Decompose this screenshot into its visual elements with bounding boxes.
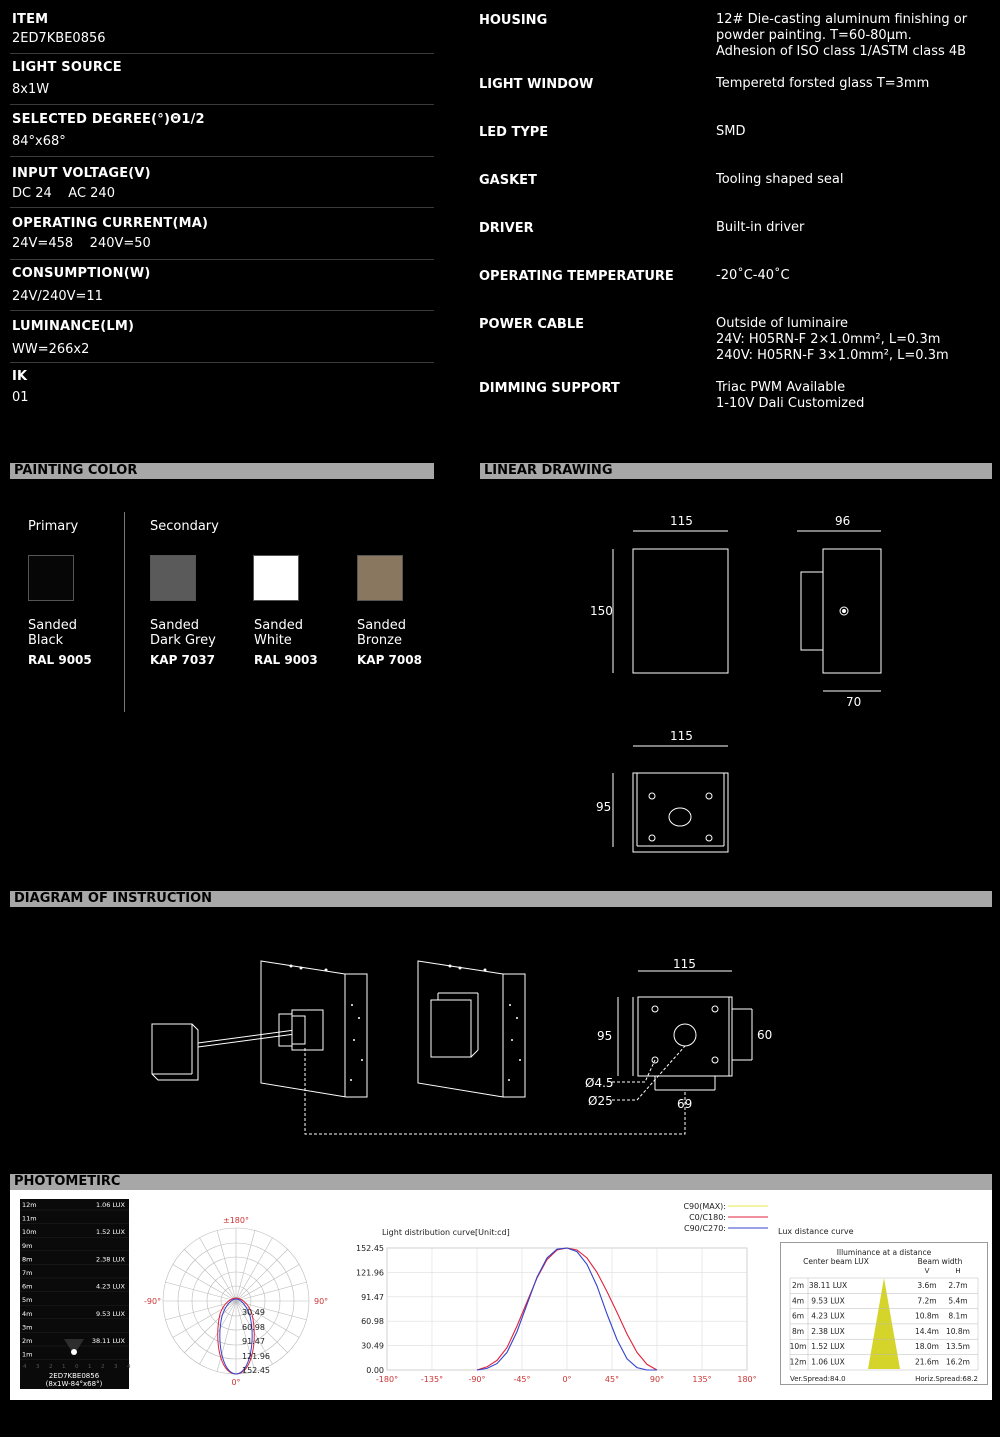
cable-hole-icon — [674, 1024, 696, 1046]
value-line: 1-10V Dali Customized — [716, 396, 865, 411]
x-tick-label: -135° — [420, 1375, 444, 1384]
lux-table-cell: 21.6m — [914, 1357, 940, 1367]
lux-table-cell: 7.2m — [917, 1296, 937, 1306]
lux-distance-label: 2m — [22, 1337, 33, 1345]
lux-table-cell: 10m — [789, 1342, 807, 1352]
lux-caption-1: 2ED7KBE0856 — [48, 1372, 100, 1380]
divider — [124, 512, 125, 712]
spec-value-gasket — [716, 172, 843, 188]
lux-distance-label: 8m — [22, 1255, 33, 1264]
lux-table-cell: 4m — [791, 1296, 805, 1306]
x-tick-label: -90° — [468, 1375, 486, 1384]
lux-value-label: 2.38 LUX — [95, 1255, 125, 1264]
spec-label-operating-temperature: OPERATING TEMPERATURE — [479, 269, 674, 284]
instruction-diagram — [140, 950, 790, 1145]
dim-w: 115 — [673, 957, 696, 971]
spec-value-item: 2ED7KBE0856 — [12, 31, 106, 46]
divider — [10, 310, 434, 311]
y-tick-label: 60.98 — [361, 1317, 384, 1327]
lux-distance-label: 5m — [22, 1296, 33, 1305]
lux-x-tick: 2 — [101, 1364, 105, 1370]
polar-ring-label: 91.47 — [242, 1337, 265, 1346]
lux-x-tick: 3 — [114, 1364, 118, 1370]
lux-distance-label: 7m — [22, 1269, 33, 1277]
screw-hole-icon — [712, 1006, 718, 1012]
lux-table-head3: Beam width — [917, 1257, 963, 1266]
polar-label-top: ±180° — [223, 1216, 249, 1225]
dim-side-w: 96 — [835, 514, 851, 528]
x-tick-label: -180° — [375, 1375, 399, 1384]
lux-table-cell: 38.11 LUX — [808, 1281, 848, 1290]
spec-value-operating-temperature — [716, 268, 790, 284]
cable-hole-icon — [669, 808, 691, 826]
spec-label-gasket: GASKET — [479, 173, 537, 188]
divider — [10, 362, 434, 363]
section-painting-color: PAINTING COLOR — [10, 463, 434, 479]
swatch-code: KAP 7008 — [357, 653, 422, 667]
lux-table-cell: 2.38 LUX — [811, 1326, 845, 1336]
screw-hole-icon — [712, 1057, 718, 1063]
color-swatch-black[interactable] — [28, 555, 74, 601]
polar-label-left: -90° — [144, 1297, 162, 1306]
divider — [10, 104, 434, 105]
spec-label-driver: DRIVER — [479, 221, 534, 236]
lux-distance-label: 10m — [22, 1228, 37, 1237]
dim-cable: Ø25 — [588, 1094, 613, 1108]
spec-label-degree: SELECTED DEGREE(°)Θ1/2 — [12, 112, 205, 127]
y-tick-label: 30.49 — [361, 1341, 384, 1351]
value-line: 240V: H05RN-F 3×1.0mm², L=0.3m — [716, 348, 949, 363]
swatch-code: KAP 7037 — [150, 653, 215, 667]
dim-hole-spacing-h: 69 — [677, 1097, 693, 1111]
lux-table-cell: 13.5m — [945, 1342, 971, 1352]
value-line: 12# Die-casting aluminum finishing or — [716, 12, 968, 27]
polar-spoke — [236, 1230, 255, 1301]
color-swatch-bronze[interactable] — [357, 555, 403, 601]
spec-label-power-cable: POWER CABLE — [479, 317, 585, 332]
lux-distance-label: 4m — [22, 1309, 33, 1318]
dim-front-h: 150 — [590, 604, 613, 618]
lux-value-label: 9.53 LUX — [95, 1309, 125, 1318]
x-tick-label: 45° — [604, 1375, 620, 1384]
screw-hole-icon — [652, 1006, 658, 1012]
polar-ring-label: 30.49 — [242, 1308, 265, 1317]
spec-value-luminance: WW=266x2 — [12, 342, 90, 357]
color-swatch-dark-grey[interactable] — [150, 555, 196, 601]
lux-x-tick: 2 — [49, 1364, 53, 1370]
dim-side-d: 70 — [846, 695, 862, 709]
front-view — [633, 549, 728, 673]
lux-distance-label: 11m — [22, 1214, 37, 1223]
driver-box — [152, 1024, 198, 1080]
lux-x-tick: 4 — [23, 1364, 27, 1370]
polar-ring-label: 60.98 — [242, 1323, 265, 1332]
polar-spoke — [165, 1282, 236, 1301]
lux-table-cell: 8.1m — [948, 1311, 968, 1321]
value-line: Triac PWM Available — [716, 380, 846, 395]
top-view — [633, 773, 728, 852]
spec-label-light-source: LIGHT SOURCE — [12, 60, 122, 75]
lux-x-tick: 3 — [36, 1364, 40, 1370]
lux-table-cell: 1.06 LUX — [811, 1357, 845, 1367]
polar-spoke — [217, 1230, 236, 1301]
lux-table-cell: 16.2m — [945, 1357, 971, 1367]
side-view — [823, 549, 881, 673]
light-distribution-chart — [340, 1198, 780, 1398]
x-tick-label: 180° — [737, 1375, 757, 1384]
lux-table-cell: 10.8m — [914, 1311, 940, 1321]
value-line: -20˚C-40˚C — [716, 268, 790, 283]
linear-drawing — [480, 490, 992, 870]
swatch-name: Sanded White — [254, 618, 303, 648]
hor-spread: Horiz.Spread:68.2 — [915, 1375, 978, 1383]
spec-label-item: ITEM — [12, 12, 49, 27]
lux-caption-2: (8x1W-84°x68°) — [45, 1380, 103, 1388]
y-tick-label: 121.96 — [356, 1268, 384, 1278]
lux-distance-label: 1m — [22, 1350, 33, 1359]
x-tick-label: 0° — [562, 1375, 572, 1384]
spec-value-consumption: 24V/240V=11 — [12, 289, 103, 304]
section-linear-drawing: LINEAR DRAWING — [480, 463, 992, 479]
mounted-luminaire — [431, 1000, 471, 1057]
x-tick-label: 90° — [649, 1375, 665, 1384]
lux-table-cell: 2.7m — [948, 1281, 968, 1290]
lux-distance-label: 6m — [22, 1282, 33, 1291]
spec-label-housing: HOUSING — [479, 13, 548, 28]
swatch-code: RAL 9005 — [28, 653, 92, 667]
lux-table-cell: 8m — [791, 1326, 805, 1336]
divider — [10, 259, 434, 260]
y-tick-label: 152.45 — [356, 1244, 384, 1253]
cable-line — [198, 1030, 295, 1043]
screw-hole-icon — [649, 835, 655, 841]
lux-diagram — [20, 1199, 129, 1389]
value-line: Tooling shaped seal — [716, 172, 844, 187]
screw-hole-icon — [706, 835, 712, 841]
dim-top-w: 115 — [670, 729, 693, 743]
dim-screw: Ø4.5 — [585, 1076, 614, 1090]
y-tick-label: 0.00 — [366, 1366, 384, 1375]
section-photometric: PHOTOMETIRC — [10, 1174, 992, 1190]
value-line: Outside of luminaire — [716, 316, 848, 331]
spec-label-luminance: LUMINANCE(LM) — [12, 319, 135, 334]
dim-hole-spacing-v: 60 — [757, 1028, 773, 1042]
spec-value-led-type — [716, 124, 745, 140]
legend-label: C90/C270: — [683, 1224, 726, 1233]
lux-table-cell: 5.4m — [948, 1296, 968, 1306]
screw-hole-icon — [649, 793, 655, 799]
lux-value-label: 1.06 LUX — [95, 1201, 125, 1209]
lux-table-cell: 1.52 LUX — [811, 1342, 845, 1352]
x-tick-label: 135° — [692, 1375, 712, 1384]
y-tick-label: 91.47 — [361, 1292, 384, 1302]
lux-table-cell: 6m — [791, 1311, 805, 1321]
lux-value-label: 38.11 LUX — [91, 1337, 125, 1345]
dim-front-w: 115 — [670, 514, 693, 528]
swatch-name: Sanded Bronze — [357, 618, 406, 648]
spec-value-housing — [716, 12, 967, 60]
ver-spread: Ver.Spread:84.0 — [790, 1375, 846, 1383]
lux-table-head-h: H — [955, 1267, 961, 1275]
polar-label-bottom: 0° — [231, 1378, 241, 1387]
screw-hole-icon — [706, 793, 712, 799]
spec-value-ik: 01 — [12, 390, 29, 405]
lux-table-head2: Center beam LUX — [803, 1257, 869, 1266]
spec-value-light-source: 8x1W — [12, 82, 50, 97]
lux-table-title: Lux distance curve — [778, 1227, 854, 1236]
secondary-title: Secondary — [150, 519, 219, 534]
polar-label-right: 90° — [314, 1297, 329, 1306]
photometric-panel — [10, 1190, 992, 1400]
lux-table-cell: 3.6m — [917, 1281, 937, 1290]
value-line: 24V: H05RN-F 2×1.0mm², L=0.3m — [716, 332, 941, 347]
spec-label-dimming: DIMMING SUPPORT — [479, 381, 620, 396]
value-line: Adhesion of ISO class 1/ASTM class 4B — [716, 44, 967, 59]
polar-ring-label: 121.96 — [242, 1352, 270, 1361]
legend-label: C90(MAX): — [683, 1202, 726, 1211]
light-source-icon — [71, 1349, 77, 1355]
dim-top-h: 95 — [596, 800, 612, 814]
lux-distance-label: 3m — [22, 1323, 33, 1332]
x-tick-label: -45° — [513, 1375, 531, 1384]
spec-label-ik: IK — [12, 369, 28, 384]
lux-table-head-v: V — [924, 1267, 930, 1275]
mount-plate — [801, 572, 823, 650]
spec-value-input-voltage: DC 24 AC 240 — [12, 186, 115, 201]
spec-label-input-voltage: INPUT VOLTAGE(V) — [12, 166, 151, 181]
spec-value-degree: 84°x68° — [12, 134, 66, 149]
spec-value-dimming — [716, 380, 864, 412]
spec-value-power-cable — [716, 316, 949, 364]
lux-table-cell: 12m — [789, 1357, 807, 1367]
value-line: SMD — [716, 124, 746, 139]
section-diagram-instruction: DIAGRAM OF INSTRUCTION — [10, 891, 992, 907]
lux-x-tick: 4 — [127, 1364, 131, 1370]
lux-x-tick: 1 — [88, 1364, 92, 1370]
dim-h: 95 — [597, 1029, 613, 1043]
lux-value-label: 1.52 LUX — [95, 1228, 125, 1237]
polar-spoke — [184, 1301, 236, 1353]
polar-ring-label: 152.45 — [242, 1366, 270, 1375]
lux-value-label: 4.23 LUX — [95, 1282, 125, 1291]
lux-table — [780, 1242, 988, 1385]
lux-table-cell: 14.4m — [914, 1326, 940, 1336]
spec-label-operating-current: OPERATING CURRENT(MA) — [12, 216, 209, 231]
lux-table-cell: 9.53 LUX — [811, 1296, 845, 1306]
lux-table-cell: 10.8m — [945, 1326, 971, 1336]
spec-value-operating-current: 24V=458 240V=50 — [12, 236, 151, 251]
lux-x-tick: 0 — [75, 1364, 79, 1370]
legend-label: C0/C180: — [689, 1213, 726, 1222]
spec-value-driver — [716, 220, 804, 236]
swatch-name: Sanded Dark Grey — [150, 618, 216, 648]
spec-label-consumption: CONSUMPTION(W) — [12, 266, 151, 281]
spec-label-light-window: LIGHT WINDOW — [479, 77, 594, 92]
lux-distance-label: 12m — [22, 1201, 37, 1209]
lux-table-cell: 2m — [791, 1281, 805, 1290]
swatch-name: Sanded Black — [28, 618, 77, 648]
spec-value-light-window — [716, 76, 929, 92]
lux-x-tick: 1 — [62, 1364, 66, 1370]
spec-label-led-type: LED TYPE — [479, 125, 549, 140]
divider — [10, 53, 434, 54]
color-swatch-white[interactable] — [253, 555, 299, 601]
divider — [10, 207, 434, 208]
lux-table-cell: 4.23 LUX — [811, 1311, 845, 1321]
chart-title: Light distribution curve[Unit:cd] — [382, 1228, 510, 1237]
lux-distance-label: 9m — [22, 1241, 33, 1250]
value-line: Temperetd forsted glass T=3mm — [716, 76, 930, 91]
primary-title: Primary — [28, 519, 79, 534]
polar-spoke — [184, 1249, 236, 1301]
lux-table-head1: Illuminance at a distance — [836, 1248, 932, 1257]
lux-table-cell: 18.0m — [914, 1342, 940, 1352]
swatch-code: RAL 9003 — [254, 653, 318, 667]
polar-spoke — [236, 1249, 288, 1301]
divider — [10, 156, 434, 157]
value-line: Built-in driver — [716, 220, 805, 235]
polar-spoke — [236, 1282, 307, 1301]
polar-chart — [140, 1210, 330, 1390]
value-line: powder painting. T=60-80μm. — [716, 28, 912, 43]
